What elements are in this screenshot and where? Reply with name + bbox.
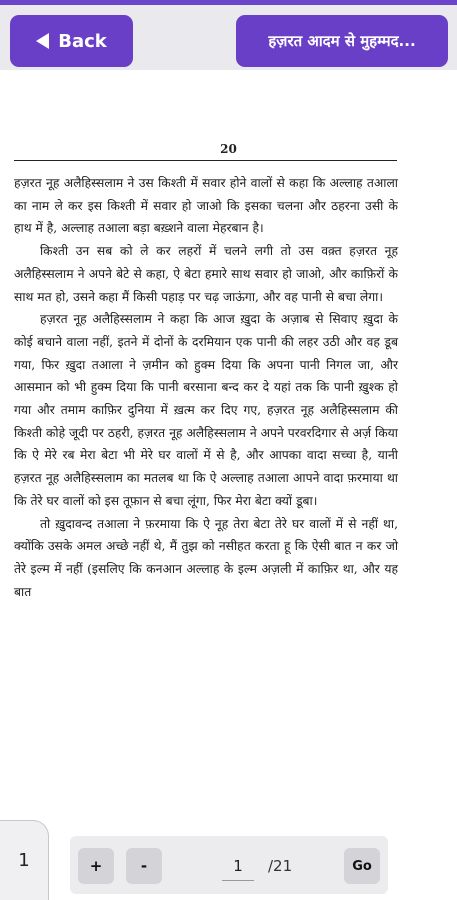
total-pages-label: /21 <box>268 857 293 875</box>
page-text <box>14 172 398 603</box>
current-page-badge[interactable]: 1 <box>0 820 49 900</box>
paragraph-2: किश्ती उन सब को ले कर लहरों में चलने लगी तो उस वक़्त हज़रत नूह अलैहिस्सलाम ने अपने बेटे से कहा, ऐ बेटा हमारे साथ सवार हो जाओ, और काफ़िरों के साथ मत हो, उसने कहा मैं किसी पहाड़ पर चढ़ जाऊंगा, और वह पानी से बचा लेगा। <box>14 244 398 304</box>
bottom-controls <box>0 818 457 900</box>
zoom-out-button[interactable]: - <box>126 848 162 884</box>
back-arrow-icon <box>36 33 49 49</box>
paragraph-1: हज़रत नूह अलैहिस्सलाम ने उस किश्ती में सवार होने वालों से कहा कि अल्लाह तआला का नाम ले कर इस किश्ती में सवार हो जाओ कि इसका चलना और ठहरना उसी के हाथ में है, अल्लाह तआला बड़ा बख़्शने वाला मेहरबान है। <box>14 176 398 236</box>
back-button-label: Back <box>58 30 107 52</box>
top-bar <box>0 0 457 70</box>
zoom-in-button[interactable]: + <box>78 848 114 884</box>
book-title-label: हज़रत आदम से मुहम्मद... <box>268 32 416 50</box>
page-number: 20 <box>220 142 237 156</box>
paragraph-3: हज़रत नूह अलैहिस्सलाम ने कहा कि आज ख़ुदा के अज़ाब से सिवाए ख़ुदा के कोई बचाने वाला नहीं, इतने में दोनों के दरमियान एक पानी की लहर उठी और वह डूब गया, फिर ख़ुदा तआला ने ज़मीन को हुक्म दिया कि अपना पानी निगल जा, और आसमान को भी हुक्म दिया कि पानी बरसाना बन्द कर दे यहां तक कि पानी ख़ुश्क हो गया और तमाम काफ़िर दुनिया में ख़त्म कर दिए गए, हज़रत नूह अलैहिस्सलाम की किश्ती कोहे जूदी पर ठहरी, हज़रत नूह अलैहिस्सलाम ने अपने परवरदिगार से अर्ज़ किया कि ऐ मेरे रब मेरा बेटा भी मेरे घर वालों में से है, और आपका वादा सच्चा है, यानी हज़रत नूह अलैहिस्सलाम का मतलब था कि ऐ अल्लाह तआला आपने वादा फ़रमाया था कि तेरे घर वालों को इस तूफ़ान से बचा लूंगा, फिर मेरा बेटा क्यों डूबा। <box>14 312 398 508</box>
page-number-input[interactable] <box>222 852 254 881</box>
header-rule <box>14 160 397 161</box>
paragraph-4: तो ख़ुदावन्द तआला ने फ़रमाया कि ऐ नूह तेरा बेटा तेरे घर वालों में से नहीं था, क्योंकि उसके अमल अच्छे नहीं थे, मैं तुझ को नसीहत करता हू कि ऐसी बात न कर जो तेरे इल्म में नहीं (इसलिए कि कनआन अल्लाह के इल्म अज़ली में काफ़िर था, और यह बात <box>14 516 398 599</box>
back-button[interactable] <box>10 15 133 67</box>
book-page <box>0 136 457 756</box>
book-title-button[interactable] <box>236 15 448 67</box>
go-button[interactable]: Go <box>344 848 380 884</box>
page-navigation-bar <box>70 836 388 894</box>
